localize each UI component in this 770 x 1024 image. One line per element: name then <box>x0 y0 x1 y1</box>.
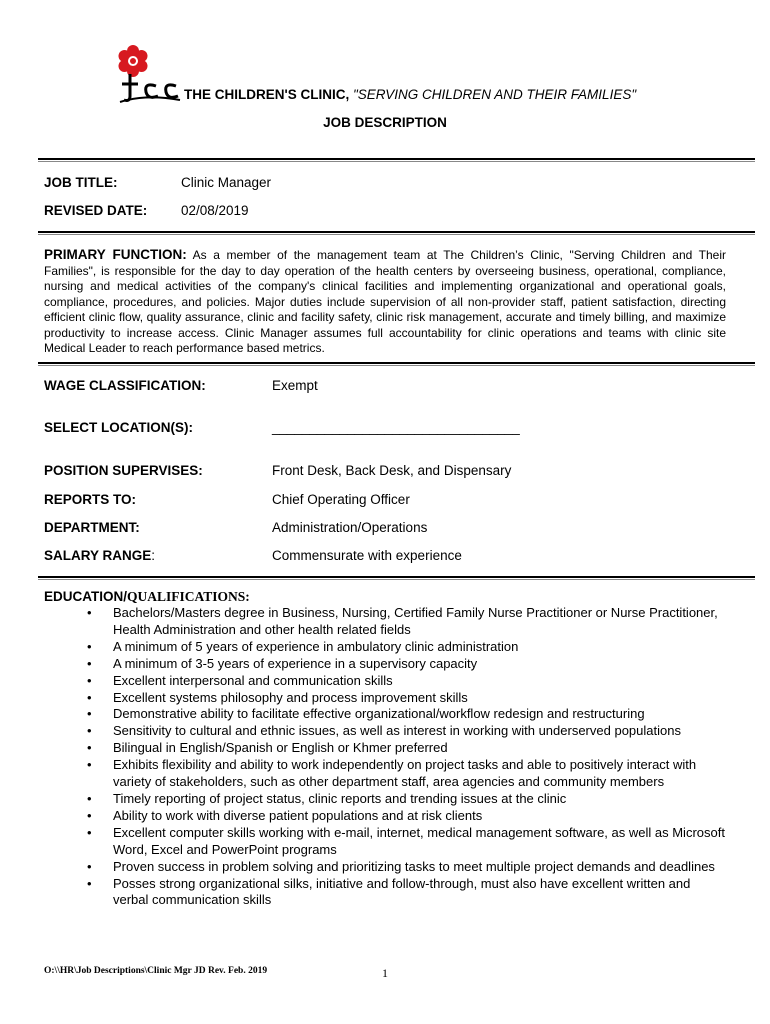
qualifications-list <box>87 605 727 909</box>
org-tagline: "SERVING CHILDREN AND THEIR FAMILIES" <box>352 87 637 102</box>
list-item: • Bachelors/Masters degree in Business, Nursing, Certified Family Nurse Practitioner or Nurse Practitioner, Health Administration and other health related fields <box>87 605 727 639</box>
salary-range-value: Commensurate with experience <box>272 548 462 563</box>
primary-function-section <box>44 247 726 357</box>
clinic-logo <box>116 44 182 106</box>
footer-file-path: O:\\HR\Job Descriptions\Clinic Mgr JD Rev. Feb. 2019 <box>44 966 268 976</box>
reports-to-value: Chief Operating Officer <box>272 492 410 507</box>
department-label: DEPARTMENT: <box>44 520 140 535</box>
job-title-value: Clinic Manager <box>181 175 272 190</box>
reports-to-label: REPORTS TO: <box>44 492 137 507</box>
page-number: 1 <box>382 966 388 980</box>
list-item: • Ability to work with diverse patient populations and at risk clients <box>87 808 727 825</box>
position-supervises-label: POSITION SUPERVISES: <box>44 463 203 478</box>
list-item: • Demonstrative ability to facilitate effective organizational/workflow redesign and restructuring <box>87 706 727 723</box>
select-location-blank: _________________________________ <box>272 420 520 435</box>
list-item: • Excellent systems philosophy and process improvement skills <box>87 690 727 707</box>
list-item: • A minimum of 3-5 years of experience in a supervisory capacity <box>87 656 727 673</box>
list-item: • Exhibits flexibility and ability to work independently on project tasks and able to positively interact with variety of stakeholders, such as other department staff, area agencies and community members <box>87 757 727 791</box>
org-name: THE CHILDREN'S CLINIC, <box>184 87 350 102</box>
list-item: • Sensitivity to cultural and ethnic issues, as well as interest in working with underserved populations <box>87 723 727 740</box>
wage-classification-value: Exempt <box>272 378 318 393</box>
select-location-label: SELECT LOCATION(S): <box>44 420 193 435</box>
position-supervises-value: Front Desk, Back Desk, and Dispensary <box>272 463 512 478</box>
list-item: • Bilingual in English/Spanish or English or Khmer preferred <box>87 740 727 757</box>
list-item: • A minimum of 5 years of experience in ambulatory clinic administration <box>87 639 727 656</box>
document-title: JOB DESCRIPTION <box>323 115 447 130</box>
wage-classification-label: WAGE CLASSIFICATION: <box>44 378 206 393</box>
list-item: • Proven success in problem solving and prioritizing tasks to meet multiple project demands and deadlines <box>87 859 727 876</box>
list-item: • Excellent computer skills working with e-mail, internet, medical management software, as well as Microsoft Word, Excel and PowerPoint programs <box>87 825 727 859</box>
header-title-line <box>184 87 636 102</box>
job-title-label: JOB TITLE: <box>44 175 118 190</box>
department-value: Administration/Operations <box>272 520 428 535</box>
list-item: • Excellent interpersonal and communication skills <box>87 673 727 690</box>
education-heading: EDUCATION/QUALIFICATIONS: <box>44 589 250 604</box>
salary-range-label: SALARY RANGE: <box>44 548 156 563</box>
list-item: • Timely reporting of project status, clinic reports and trending issues at the clinic <box>87 791 727 808</box>
primary-function-label: PRIMARY FUNCTION: <box>44 247 187 262</box>
revised-date-label: REVISED DATE: <box>44 203 148 218</box>
list-item: • Posses strong organizational silks, initiative and follow-through, must also have excellent written and verbal communication skills <box>87 876 727 910</box>
divider <box>38 362 755 364</box>
primary-function-text: As a member of the management team at The Children’s Clinic, "Serving Children and Their Families", is responsible for the day to day operation of the health centers by overseeing business, operational, compliance, nursing and medical activities of the company's clinical facilities and implementing organizational and operational goals, compliance, procedures, and policies. Major duties include supervision of all non-provider staff, patient satisfaction, directing efficient clinic flow, quality assurance, clinic and facility safety, clinic risk management, accurate and timely billing, and maximize productivity to increase access. Clinic Manager assumes full accountability for clinic operations and teams with clinic site Medical Leader to reach performance based metrics. <box>44 248 726 355</box>
revised-date-value: 02/08/2019 <box>181 203 249 218</box>
divider <box>38 158 755 160</box>
divider <box>38 576 755 578</box>
divider <box>38 231 755 233</box>
